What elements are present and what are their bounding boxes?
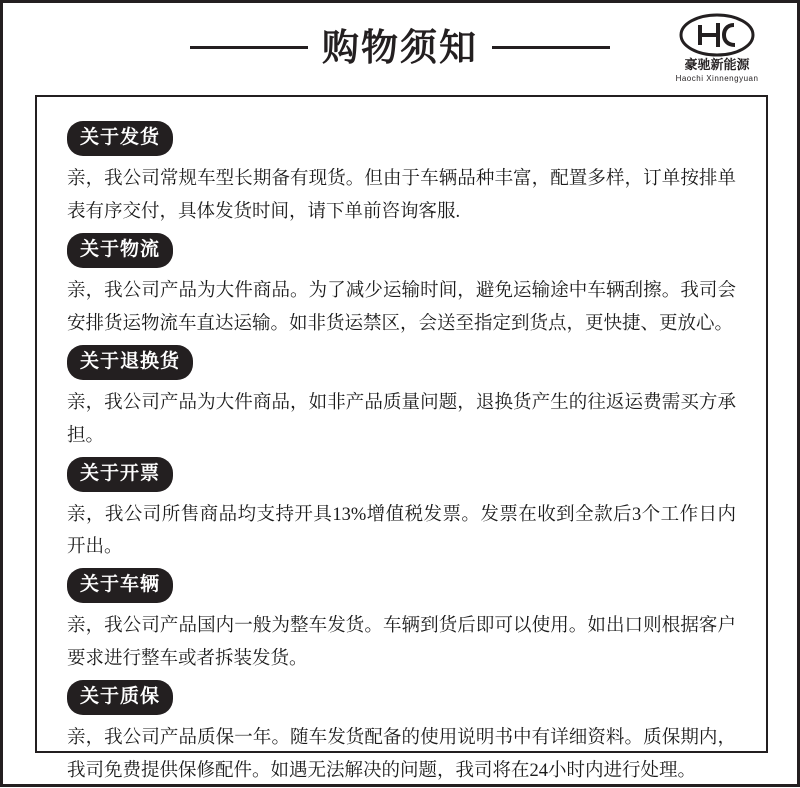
section-text: 亲，我公司所售商品均支持开具13%增值税发票。发票在收到全款后3个工作日内开出。: [67, 504, 736, 558]
section-text: 亲，我公司产品为大件商品。为了减少运输时间，避免运输途中车辆刮擦。我司会安排货运物流车直达运输。如非货运禁区，会送至指定到货点，更快捷、更放心。: [67, 280, 736, 334]
brand-logo: [661, 13, 773, 83]
section-tag: 关于物流: [67, 233, 173, 268]
section-tag: 关于质保: [67, 680, 173, 715]
section-tag: 关于发货: [67, 121, 173, 156]
brand-name-en: Haochi Xinnengyuan: [675, 74, 759, 84]
notice-section-logistics: [67, 233, 736, 341]
section-text: 亲，我公司产品质保一年。随车发货配备的使用说明书中有详细资料。质保期内，我司免费提供保修配件。如遇无法解决的问题，我司将在24小时内进行处理。: [67, 728, 736, 782]
section-text: 亲，我公司产品为大件商品，如非产品质量问题，退换货产生的往返运费需买方承担。: [67, 392, 736, 446]
section-tag: 关于车辆: [67, 568, 173, 603]
ch-monogram-icon: [678, 13, 756, 57]
notice-section-vehicle: [67, 568, 736, 676]
notice-frame: [35, 95, 768, 782]
section-tag: 关于开票: [67, 457, 173, 492]
brand-name-cn: 豪驰新能源: [684, 58, 750, 73]
page-header: [3, 3, 797, 91]
section-tag: 关于退换货: [67, 345, 193, 380]
title-rule-left: [190, 46, 308, 49]
title-group: [190, 25, 610, 69]
section-text: 亲，我公司常规车型长期备有现货。但由于车辆品种丰富，配置多样，订单按排单表有序交付，具体发货时间，请下单前咨询客服.: [67, 169, 736, 222]
page-title: 购物须知: [322, 25, 478, 69]
title-rule-right: [492, 46, 610, 49]
section-text: 亲，我公司产品国内一般为整车发货。车辆到货后即可以使用。如出口则根据客户要求进行整车或者拆装发货。: [67, 616, 736, 670]
notice-section-returns: [67, 345, 736, 453]
notice-section-invoice: [67, 457, 736, 565]
notice-section-warranty: [67, 680, 736, 788]
notice-section-shipping: [67, 121, 736, 229]
